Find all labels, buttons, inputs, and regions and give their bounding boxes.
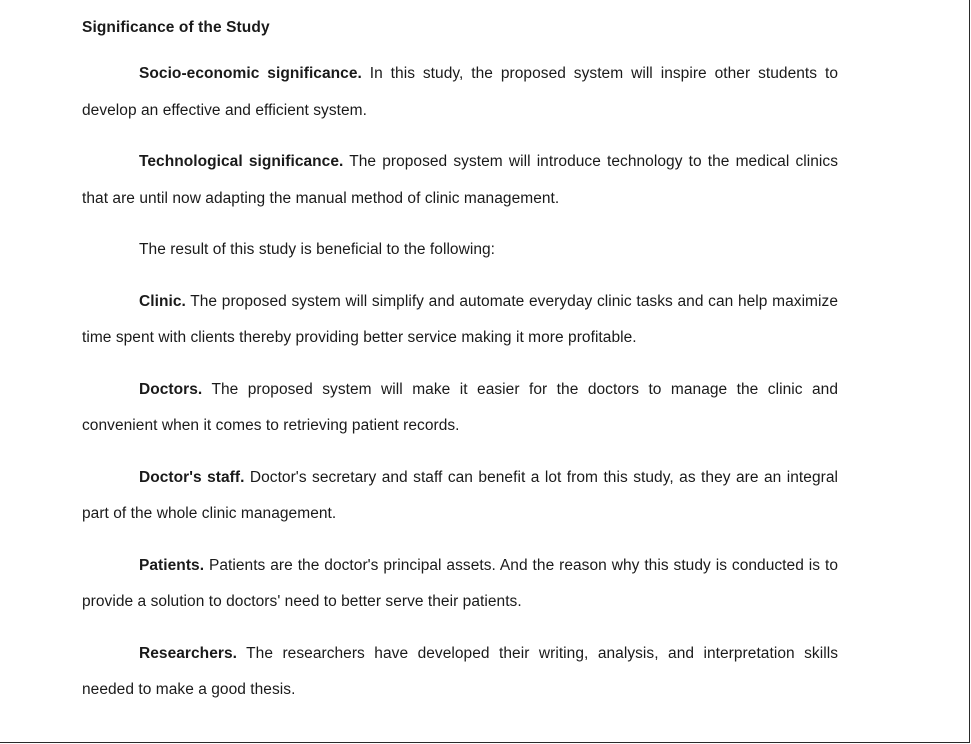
paragraph-socio-economic [82,56,838,129]
paragraph-body: The proposed system will simplify and automate everyday clinic tasks and can help maximize time spent with clients thereby providing better service making it more profitable. [82,292,838,346]
paragraph-lead: Patients. [139,556,205,574]
paragraph-doctors [82,372,838,445]
paragraph-body: In this study, the proposed system will inspire other students to develop an effective and efficient system. [82,65,838,119]
paragraph-body: The researchers have developed their writing, analysis, and interpretation skills needed to make a good thesis. [82,644,838,698]
paragraph-clinic [82,284,838,357]
paragraph-lead: Socio-economic significance. [139,65,362,82]
paragraph-technological [82,144,838,217]
paragraph-researchers [82,636,838,709]
paragraph-body: Patients are the doctor's principal assets. And the reason why this study is conducted is to provide a solution to doctors' need to better serve their patients. [82,556,838,610]
paragraph-patients [82,548,838,621]
paragraph-beneficiaries-intro [82,232,838,269]
paragraph-lead: Technological significance. [139,153,344,170]
paragraph-lead: Clinic. [139,292,186,310]
paragraph-body: The proposed system will introduce technology to the medical clinics that are until now adapting the manual method of clinic management. [82,153,838,207]
paragraph-doctors-staff [82,460,838,533]
paragraph-body: The proposed system will make it easier for the doctors to manage the clinic and convenient when it comes to retrieving patient records. [82,380,838,434]
paragraph-lead: Researchers. [139,644,237,662]
paragraph-lead: Doctor's staff. [139,468,245,486]
paragraph-body: The result of this study is beneficial to the following: [139,241,496,258]
document-content [82,16,838,724]
section-heading: Significance of the Study [82,19,270,36]
paragraph-lead: Doctors. [139,380,203,398]
paragraph-body: Doctor's secretary and staff can benefit a lot from this study, as they are an integral part of the whole clinic management. [82,468,838,522]
